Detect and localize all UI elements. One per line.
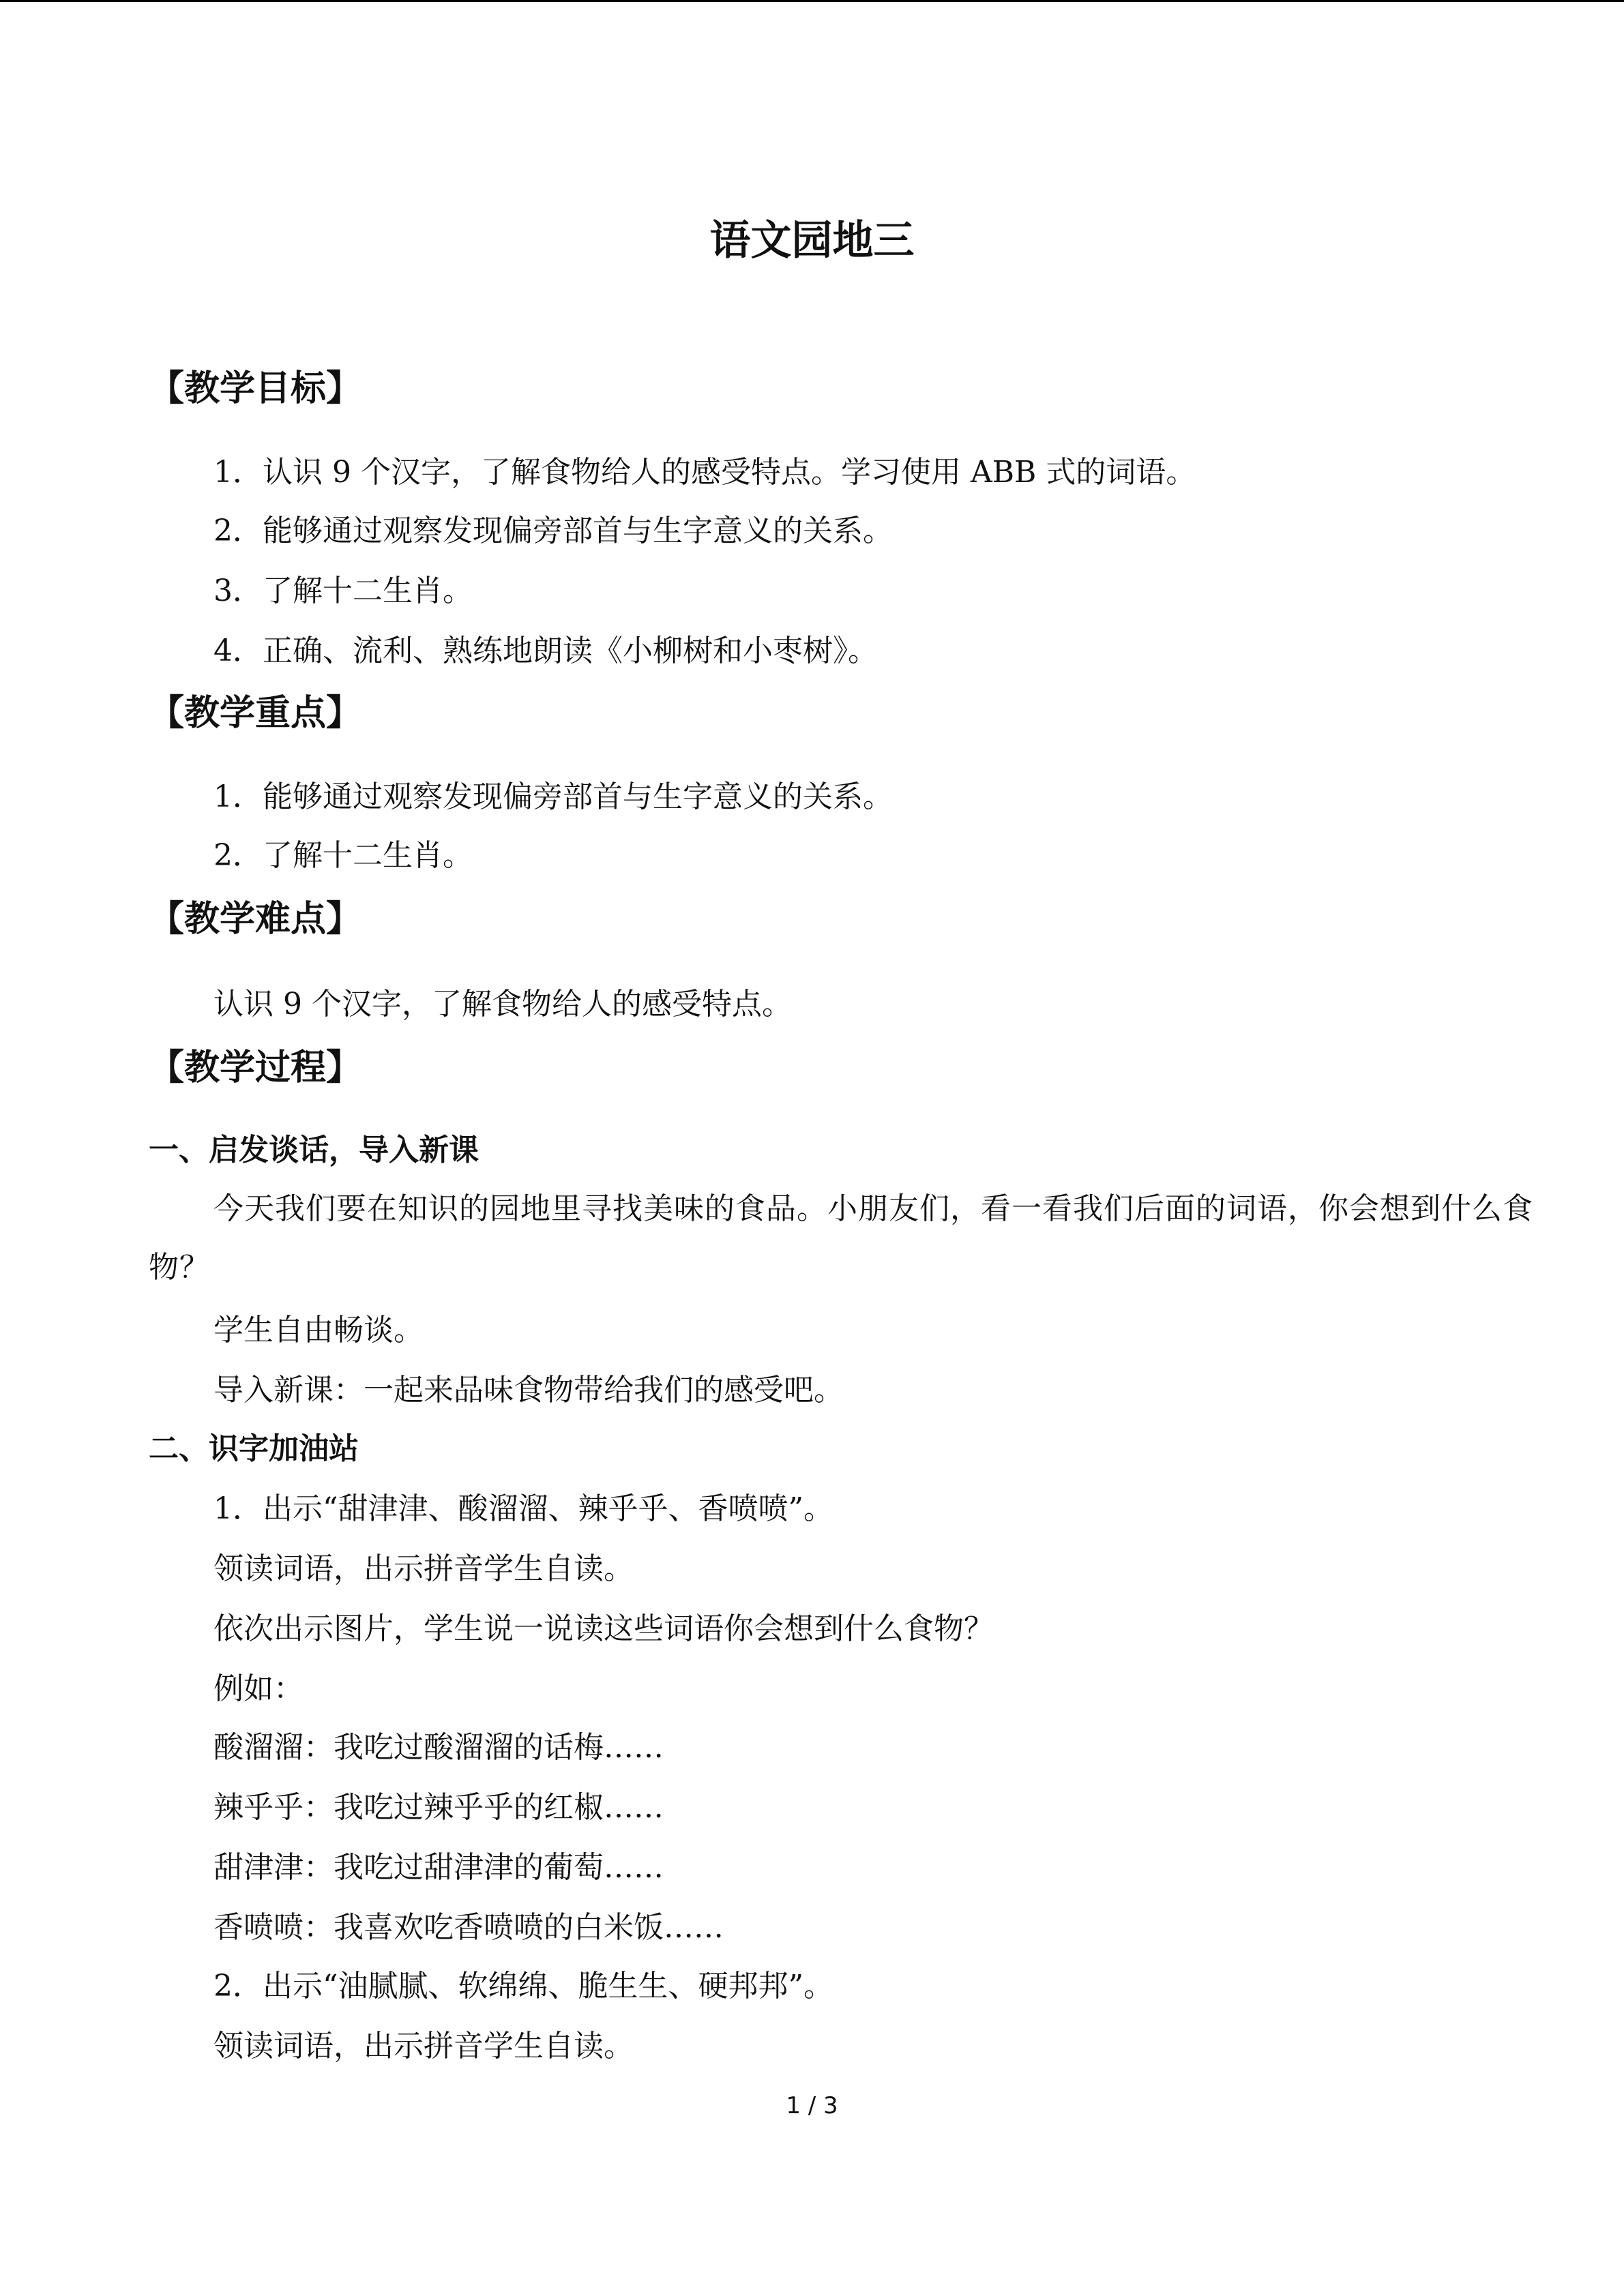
section-heading-key-points: 【教学重点】 bbox=[149, 693, 362, 734]
process-part2-paragraph-3: 依次出示图片，学生说一说读这些词语你会想到什么食物？ bbox=[213, 1611, 994, 1646]
process-part1-heading: 一、启发谈话，导入新课 bbox=[149, 1133, 479, 1167]
goal-item-2: 2．能够通过观察发现偏旁部首与生字意义的关系。 bbox=[213, 513, 893, 548]
page-number: 1 / 3 bbox=[786, 2092, 838, 2119]
process-part2-paragraph-4: 例如： bbox=[213, 1671, 304, 1706]
process-part2-paragraph-9: 2．出示“油腻腻、软绵绵、脆生生、硬邦邦”。 bbox=[213, 1969, 833, 2003]
goal-item-1: 1．认识 9 个汉字，了解食物给人的感受特点。学习使用 ABB 式的词语。 bbox=[213, 455, 1196, 490]
process-part2-paragraph-7: 甜津津：我吃过甜津津的葡萄…… bbox=[213, 1850, 664, 1885]
section-heading-difficulties: 【教学难点】 bbox=[149, 899, 362, 940]
section-heading-process: 【教学过程】 bbox=[149, 1047, 362, 1088]
process-part2-heading: 二、识字加油站 bbox=[149, 1431, 359, 1466]
process-part1-paragraph-2: 学生自由畅谈。 bbox=[213, 1313, 424, 1347]
process-part2-paragraph-5: 酸溜溜：我吃过酸溜溜的话梅…… bbox=[213, 1730, 664, 1765]
process-part2-paragraph-10: 领读词语，出示拼音学生自读。 bbox=[213, 2029, 634, 2063]
section-heading-goals: 【教学目标】 bbox=[149, 368, 362, 409]
process-part2-paragraph-8: 香喷喷：我喜欢吃香喷喷的白米饭…… bbox=[213, 1910, 724, 1945]
goal-item-4: 4．正确、流利、熟练地朗读《小柳树和小枣树》。 bbox=[213, 633, 878, 668]
process-part1-paragraph-3: 导入新课：一起来品味食物带给我们的感受吧。 bbox=[213, 1373, 844, 1407]
key-point-item-1: 1．能够通过观察发现偏旁部首与生字意义的关系。 bbox=[213, 779, 893, 814]
process-part2-paragraph-1: 1．出示“甜津津、酸溜溜、辣乎乎、香喷喷”。 bbox=[213, 1491, 833, 1526]
goal-item-3: 3．了解十二生肖。 bbox=[213, 573, 473, 608]
process-part1-paragraph-1: 今天我们要在知识的园地里寻找美味的食品。小朋友们，看一看我们后面的词语，你会想到什么食物？ bbox=[149, 1191, 1533, 1285]
document-title: 语文园地三 bbox=[709, 217, 915, 265]
difficulty-item-1: 认识 9 个汉字，了解食物给人的感受特点。 bbox=[213, 987, 792, 1022]
key-point-item-2: 2．了解十二生肖。 bbox=[213, 838, 473, 873]
process-part2-paragraph-2: 领读词语，出示拼音学生自读。 bbox=[213, 1551, 634, 1586]
process-part2-paragraph-6: 辣乎乎：我吃过辣乎乎的红椒…… bbox=[213, 1790, 664, 1825]
